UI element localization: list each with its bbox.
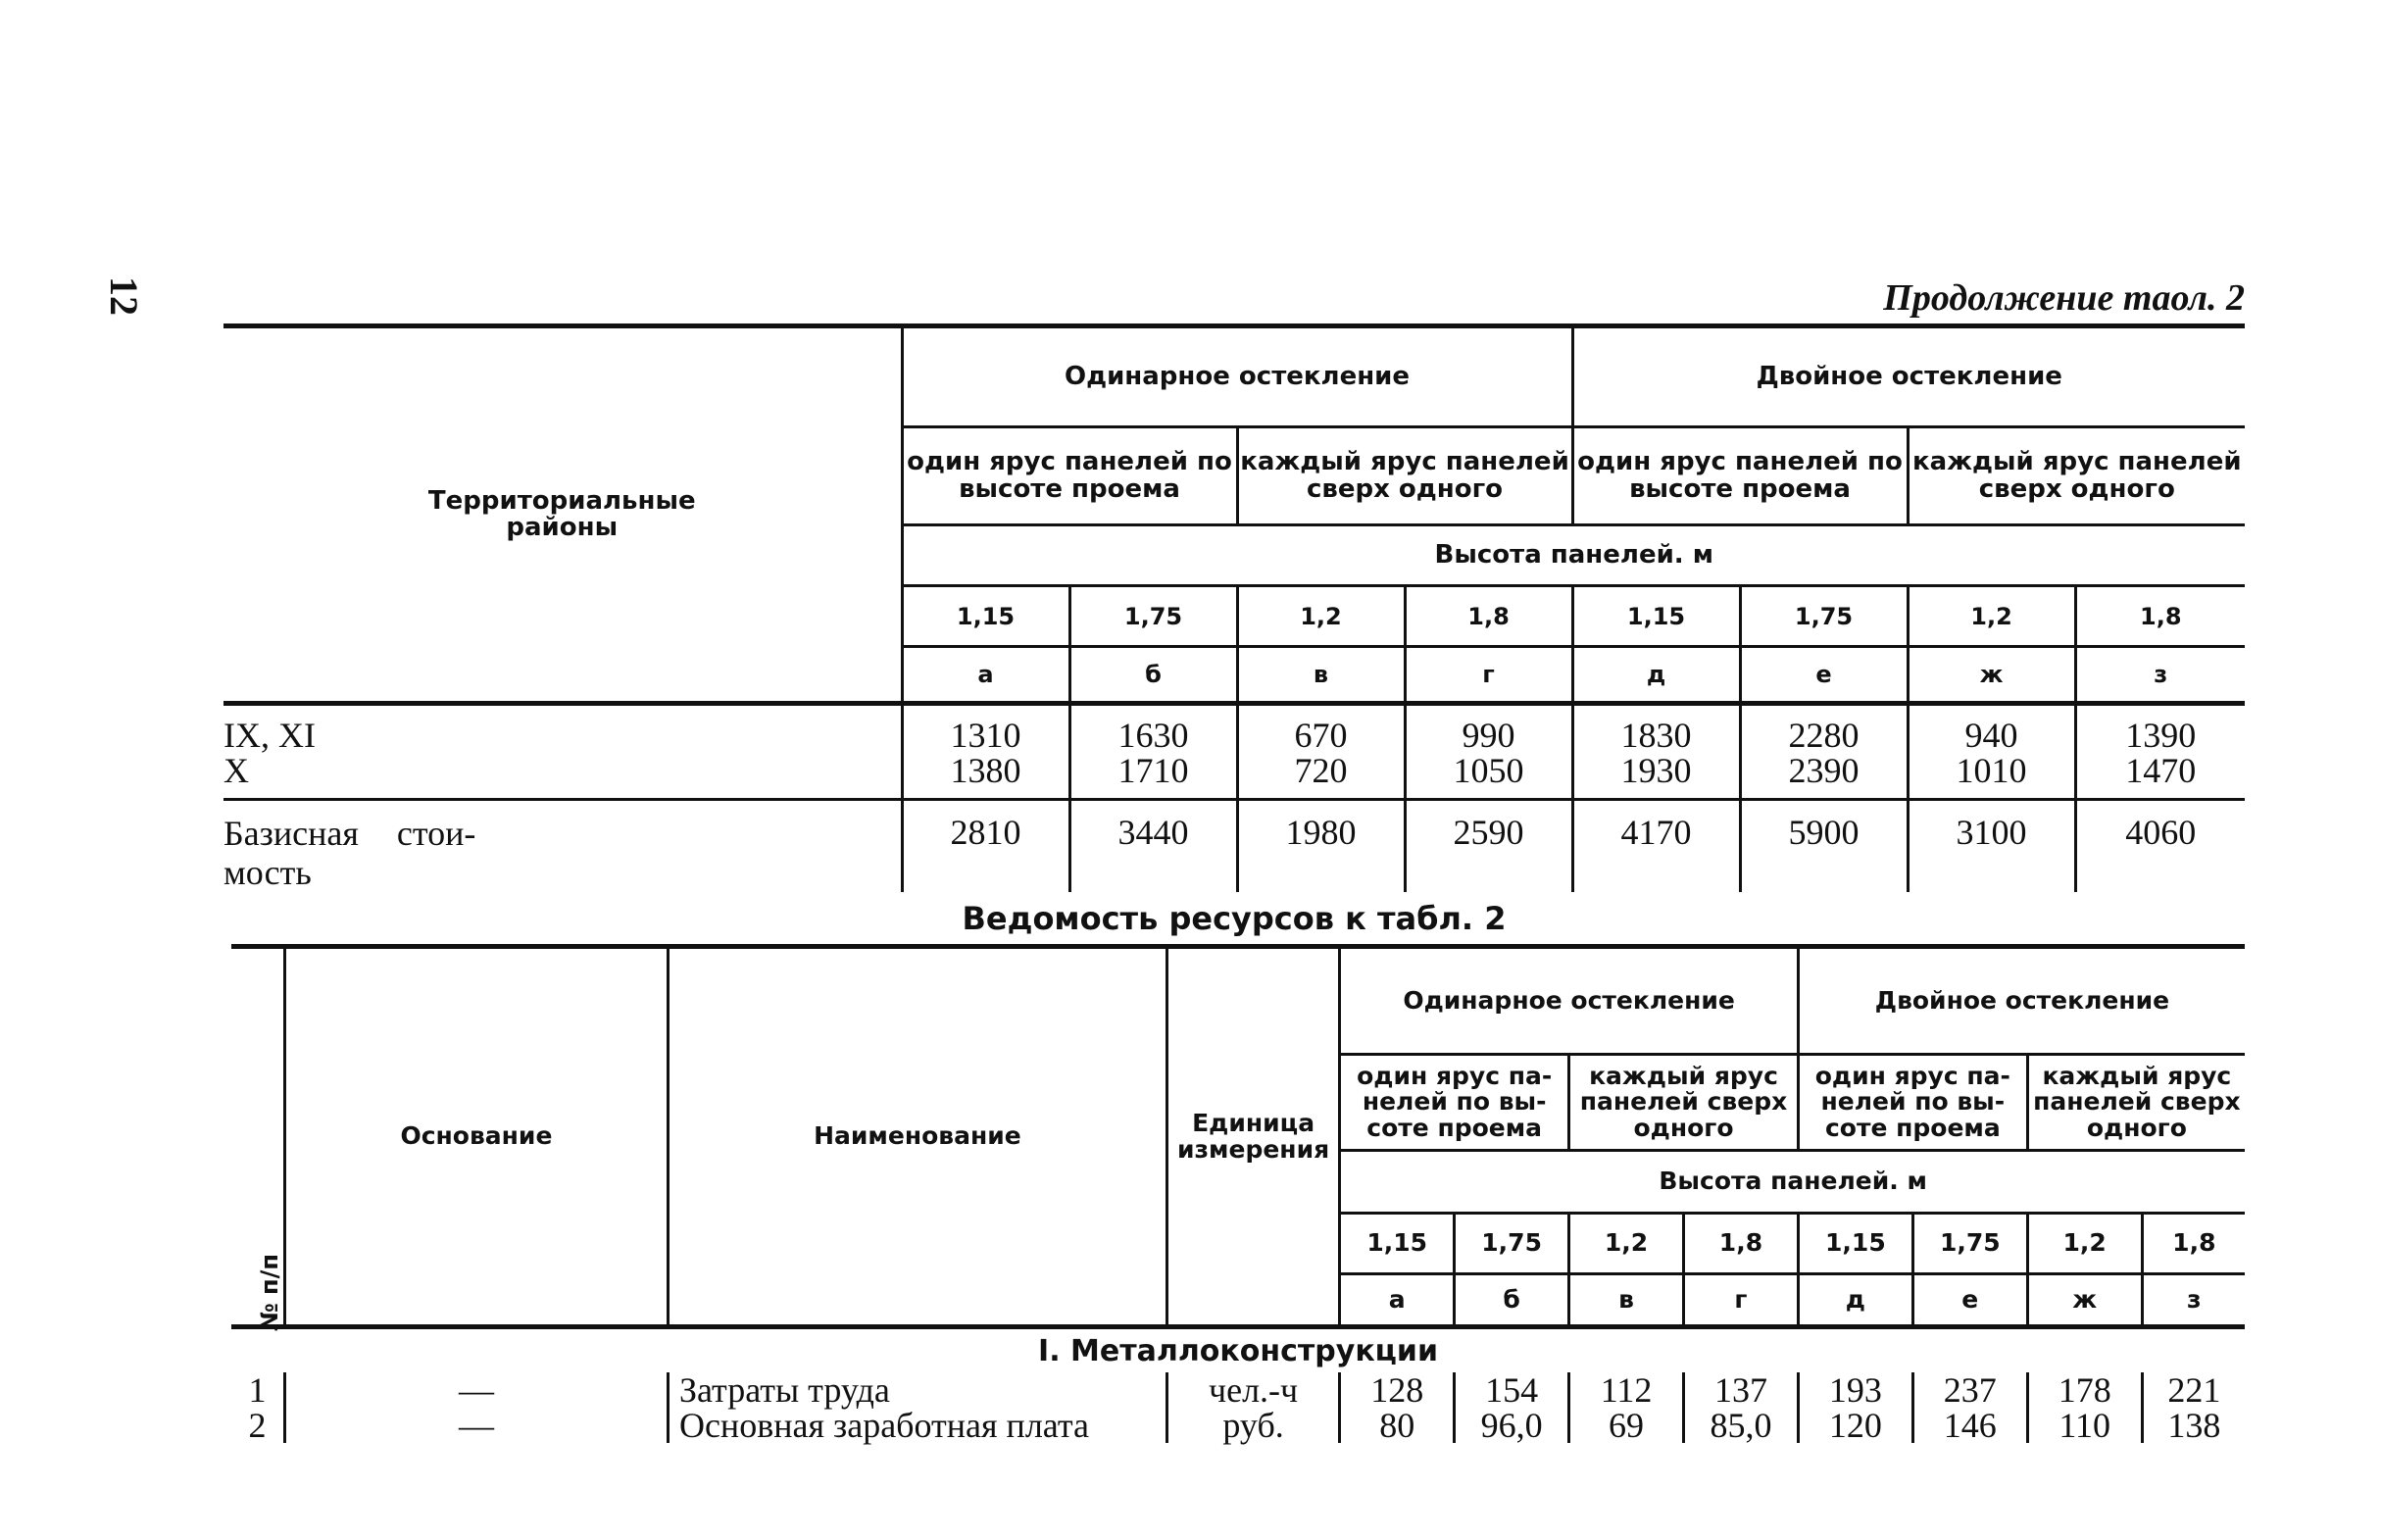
height-cell: 1,75	[1912, 1214, 2027, 1274]
value-cell: 1390	[2075, 704, 2245, 754]
value-cell: 1930	[1572, 753, 1740, 800]
value-cell: 720	[1237, 753, 1405, 800]
letter-cell: ж	[1908, 647, 2075, 704]
subgroup-2: каждый ярус панелей сверх одного	[1237, 427, 1572, 525]
height-cell: 1,8	[2142, 1214, 2245, 1274]
base-value-cell: 4060	[2075, 800, 2245, 893]
letter-cell: г	[1405, 647, 1572, 704]
value-cell: 85,0	[1683, 1408, 1798, 1443]
value-cell: 80	[1340, 1408, 1455, 1443]
region-label: X	[223, 753, 902, 800]
letter-cell: б	[1069, 647, 1237, 704]
subgroup-3: один ярус па-нелей по вы-соте проема	[1798, 1055, 2027, 1151]
value-cell: 178	[2027, 1372, 2142, 1408]
height-cell: 1,8	[1405, 586, 1572, 647]
base-value-cell: 4170	[1572, 800, 1740, 893]
resources-title: Ведомость ресурсов к табл. 2	[962, 900, 1507, 937]
height-cell: 1,15	[1798, 1214, 1912, 1274]
base-value-cell: 2810	[902, 800, 1069, 893]
letter-cell: з	[2142, 1274, 2245, 1327]
unit-cell: руб.	[1166, 1408, 1339, 1443]
value-cell: 110	[2027, 1408, 2142, 1443]
base-value-cell: 3440	[1069, 800, 1237, 893]
letter-cell: а	[1340, 1274, 1455, 1327]
name-cell: Основная заработная плата	[668, 1408, 1166, 1443]
value-cell: 112	[1569, 1372, 1684, 1408]
letter-cell: в	[1569, 1274, 1684, 1327]
value-cell: 1010	[1908, 753, 2075, 800]
region-header: Территориальные районы	[223, 326, 902, 704]
value-cell: 670	[1237, 704, 1405, 754]
row-number-header	[231, 947, 284, 1331]
row-number: 2	[248, 1406, 267, 1445]
section-title: I. Металлоконструкции	[1038, 1333, 1438, 1368]
height-cell: 1,75	[1069, 586, 1237, 647]
height-cell: 1,2	[1908, 586, 2075, 647]
height-cell: 1,15	[902, 586, 1069, 647]
value-cell: 69	[1569, 1408, 1684, 1443]
value-cell: 2390	[1740, 753, 1908, 800]
subgroup-1: один ярус панелей по высоте проема	[902, 427, 1237, 525]
base-value-cell: 5900	[1740, 800, 1908, 893]
subgroup-1: один ярус па-нелей по вы-соте проема	[1340, 1055, 1569, 1151]
value-cell: 221	[2142, 1372, 2245, 1408]
name-header: Наименование	[668, 947, 1166, 1327]
row-number: 1	[248, 1370, 267, 1410]
resources-table	[231, 944, 2245, 1443]
height-cell: 1,2	[2027, 1214, 2142, 1274]
height-cell: 1,8	[1683, 1214, 1798, 1274]
value-cell: 128	[1340, 1372, 1455, 1408]
group-double-glazing: Двойное остекление	[1798, 947, 2245, 1055]
height-cell: 1,2	[1237, 586, 1405, 647]
subgroup-4: каждый ярус панелей сверх одного	[2027, 1055, 2245, 1151]
height-cell: 1,8	[2075, 586, 2245, 647]
value-cell: 193	[1798, 1372, 1912, 1408]
letter-cell: д	[1798, 1274, 1912, 1327]
subgroup-4: каждый ярус панелей сверх одного	[1908, 427, 2245, 525]
base-value-cell: 2590	[1405, 800, 1572, 893]
panel-height-header: Высота панелей. м	[902, 525, 2245, 586]
value-cell: 1310	[902, 704, 1069, 754]
value-cell: 2280	[1740, 704, 1908, 754]
height-cell: 1,2	[1569, 1214, 1684, 1274]
height-cell: 1,15	[1572, 586, 1740, 647]
region-label: IX, XI	[223, 716, 316, 755]
group-single-glazing: Одинарное остекление	[902, 326, 1572, 427]
value-cell: 1830	[1572, 704, 1740, 754]
value-cell: 138	[2142, 1408, 2245, 1443]
value-cell: 1710	[1069, 753, 1237, 800]
group-single-glazing: Одинарное остекление	[1340, 947, 1799, 1055]
value-cell: 146	[1912, 1408, 2027, 1443]
subgroup-3: один ярус панелей по высоте проема	[1572, 427, 1908, 525]
value-cell: 120	[1798, 1408, 1912, 1443]
unit-header: Единица измерения	[1166, 947, 1339, 1327]
height-cell: 1,15	[1340, 1214, 1455, 1274]
page-number: 12	[102, 276, 146, 316]
value-cell: 990	[1405, 704, 1572, 754]
height-cell: 1,75	[1455, 1214, 1569, 1274]
territorial-cost-table	[223, 323, 2245, 892]
value-cell: 154	[1455, 1372, 1569, 1408]
letter-cell: г	[1683, 1274, 1798, 1327]
letter-cell: з	[2075, 647, 2245, 704]
value-cell: 237	[1912, 1372, 2027, 1408]
value-cell: 940	[1908, 704, 2075, 754]
letter-cell: ж	[2027, 1274, 2142, 1327]
letter-cell: в	[1237, 647, 1405, 704]
height-cell: 1,75	[1740, 586, 1908, 647]
base-value-cell: 3100	[1908, 800, 2075, 893]
base-value-cell: 1980	[1237, 800, 1405, 893]
group-double-glazing: Двойное остекление	[1572, 326, 2245, 427]
row-number-header-text: № п/п	[255, 1253, 283, 1331]
letter-cell: а	[902, 647, 1069, 704]
name-cell: Затраты труда	[668, 1372, 1166, 1408]
unit-cell: чел.-ч	[1166, 1372, 1339, 1408]
letter-cell: д	[1572, 647, 1740, 704]
base-cost-label: Базисная стои-мость	[223, 814, 476, 892]
value-cell: 1380	[902, 753, 1069, 800]
value-cell: 1630	[1069, 704, 1237, 754]
basis-cell: —	[284, 1372, 668, 1408]
basis-cell: —	[284, 1408, 668, 1443]
table-continuation-caption: Продолжение таол. 2	[1883, 277, 2245, 319]
basis-header: Основание	[284, 947, 668, 1327]
letter-cell: е	[1912, 1274, 2027, 1327]
panel-height-header: Высота панелей. м	[1340, 1151, 2245, 1214]
value-cell: 1050	[1405, 753, 1572, 800]
letter-cell: б	[1455, 1274, 1569, 1327]
value-cell: 137	[1683, 1372, 1798, 1408]
value-cell: 1470	[2075, 753, 2245, 800]
subgroup-2: каждый ярус панелей сверх одного	[1569, 1055, 1799, 1151]
letter-cell: е	[1740, 647, 1908, 704]
value-cell: 96,0	[1455, 1408, 1569, 1443]
